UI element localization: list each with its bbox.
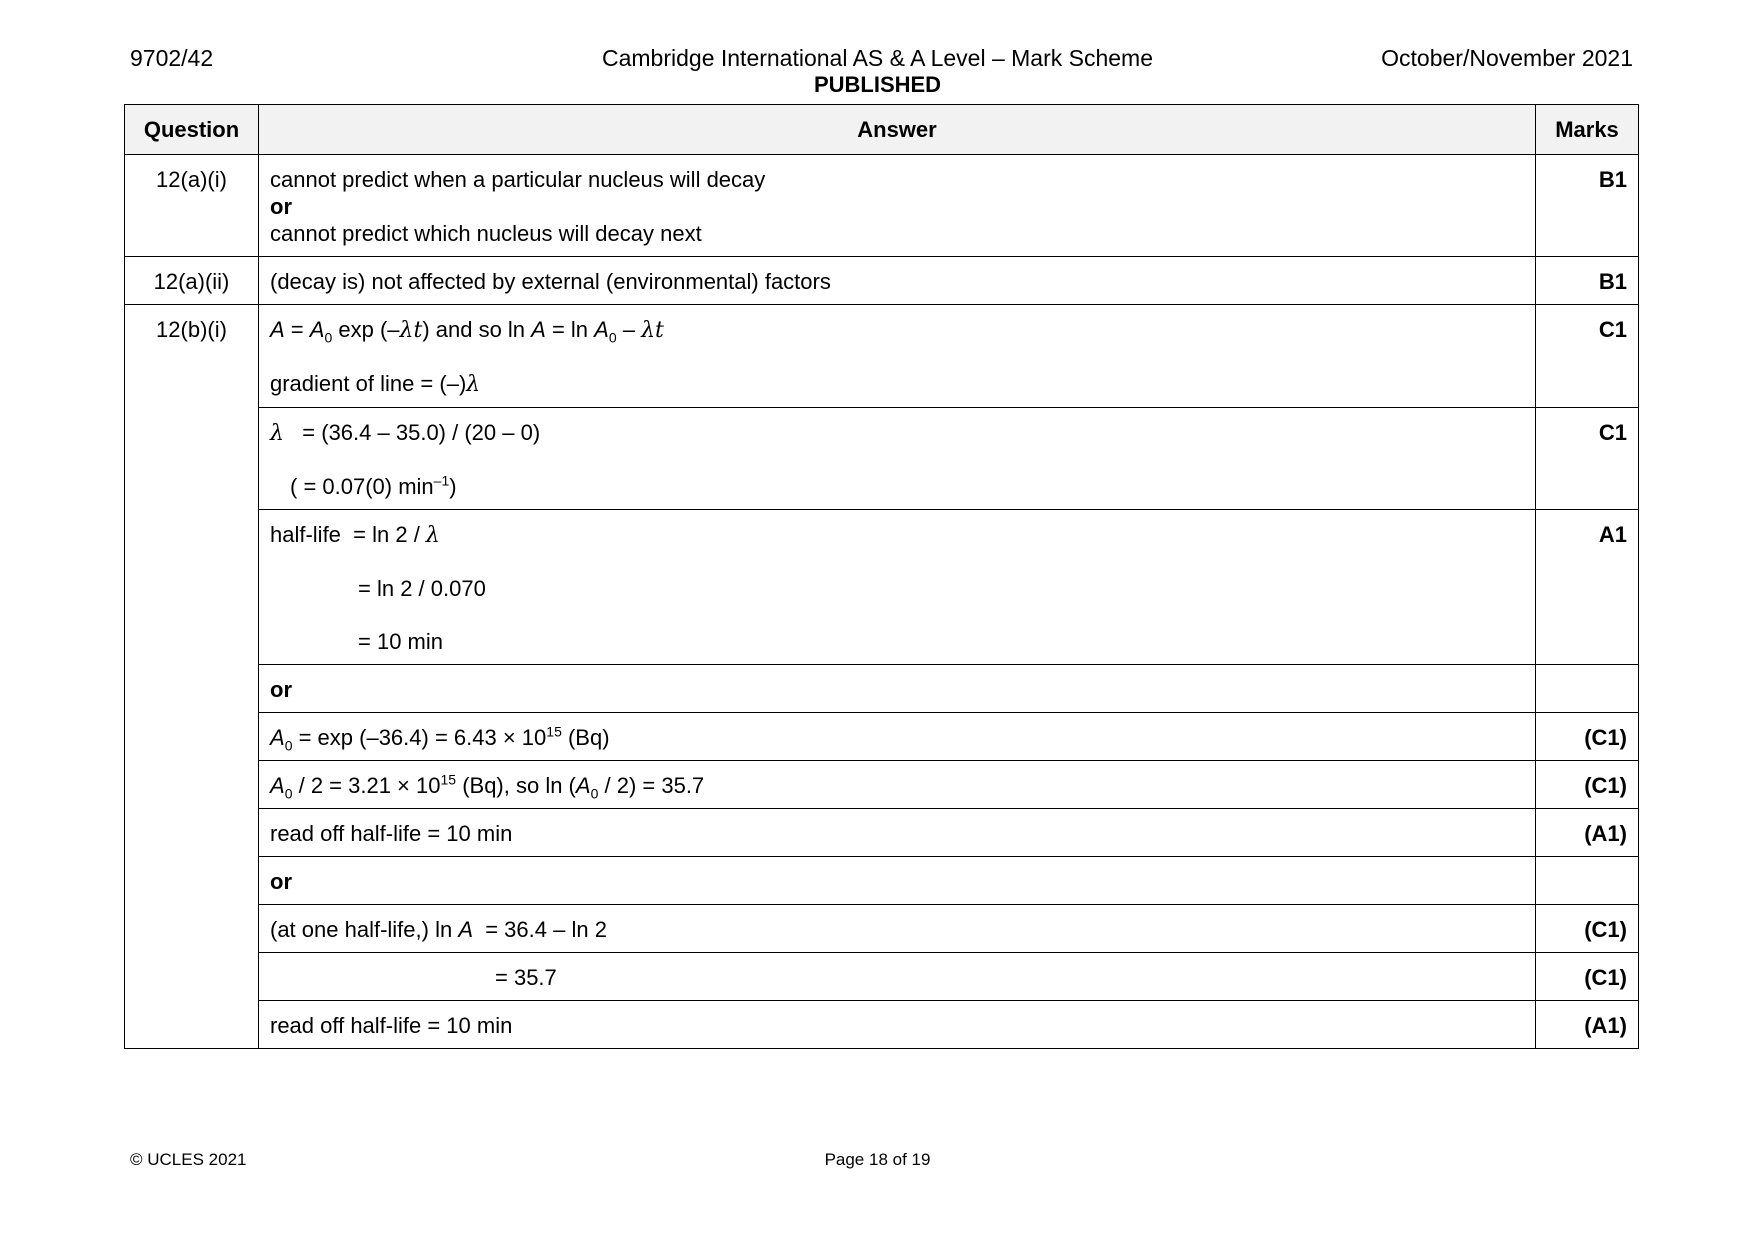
answer-line-ln-a: (at one half-life,) ln A = 36.4 – ln 2 [270,917,607,942]
answer-line-a0-half: $A_0 / 2 = 3.21 \times 10^{15}$ (Bq), so $\ln (A_0 / 2) = 35.7$ [270,771,705,802]
table-row [125,761,1639,809]
mark-cell: (A1) [1536,1001,1639,1049]
table-row [125,905,1639,953]
answer-cell [259,408,1536,510]
table-row [125,857,1639,905]
table-row [125,510,1639,665]
answer-cell [259,953,1536,1001]
page-number: Page 18 of 19 [824,1150,931,1169]
table-row [125,408,1639,510]
answer-line-lambda-value: ( = 0.07(0) $\min^{-1}$) [290,472,457,499]
column-header-answer: Answer [259,105,1536,155]
document-title: Cambridge International AS & A Level – Mark Scheme [601,45,1154,71]
mark-cell: C1 [1536,408,1639,510]
answer-line-or: or [270,677,292,702]
table-row [125,305,1639,408]
mark-cell [1536,665,1639,713]
answer-cell [259,305,1536,408]
question-number: 12(a)(ii) [125,257,259,305]
answer-line-or: or [270,194,292,219]
column-header-marks: Marks [1536,105,1639,155]
answer-line-a0: $A_0 = \exp (-36.4) = 6.43 \times 10^{15}$ (Bq) [270,723,610,754]
mark-cell: C1 [1536,305,1639,408]
answer-cell [259,905,1536,953]
answer-line: (decay is) not affected by external (environmental) factors [270,269,831,294]
table-header-row [125,105,1639,155]
copyright-notice: © UCLES 2021 [130,1150,247,1169]
table-row [125,665,1639,713]
answer-cell [259,257,1536,305]
mark-cell: B1 [1536,257,1639,305]
answer-line-lambda: λ = (36.4 – 35.0) / (20 – 0) [270,420,541,446]
answer-line: = 10 min [358,629,443,654]
mark-cell [1536,857,1639,905]
paper-code: 9702/42 [130,45,214,71]
answer-cell [259,665,1536,713]
mark-cell: (C1) [1536,905,1639,953]
answer-cell [259,809,1536,857]
answer-line-or: or [270,869,292,894]
mark-cell: (C1) [1536,953,1639,1001]
exam-session: October/November 2021 [1381,45,1633,71]
answer-line-gradient: gradient of line = (–)λ [270,371,481,397]
answer-line: cannot predict when a particular nucleus will decay [270,167,766,192]
published-label: PUBLISHED [813,72,942,97]
answer-line: = ln 2 / 0.070 [358,576,486,601]
answer-line: read off half-life = 10 min [270,1013,513,1038]
answer-cell [259,155,1536,257]
mark-cell: A1 [1536,510,1639,665]
answer-cell [259,510,1536,665]
answer-line: read off half-life = 10 min [270,821,513,846]
mark-cell: B1 [1536,155,1639,257]
table-row [125,155,1639,257]
mark-scheme-table [124,104,1639,1049]
table-row [125,713,1639,761]
answer-cell [259,761,1536,809]
mark-cell: (C1) [1536,761,1639,809]
answer-cell [259,857,1536,905]
mark-cell: (A1) [1536,809,1639,857]
answer-line-equation: $A = A_0$ exp (–λt) and so $\ln A = \ln A_0 - \lambda t$ [270,317,664,346]
mark-cell: (C1) [1536,713,1639,761]
question-number: 12(b)(i) [125,305,259,1049]
table-row [125,257,1639,305]
answer-line-half-life: half-life = ln 2 / λ [270,522,440,548]
question-number: 12(a)(i) [125,155,259,257]
answer-line: = 35.7 [495,965,557,990]
answer-cell [259,1001,1536,1049]
column-header-question: Question [125,105,259,155]
answer-cell [259,713,1536,761]
table-row [125,1001,1639,1049]
table-row [125,809,1639,857]
table-row [125,953,1639,1001]
answer-line: cannot predict which nucleus will decay next [270,221,702,246]
